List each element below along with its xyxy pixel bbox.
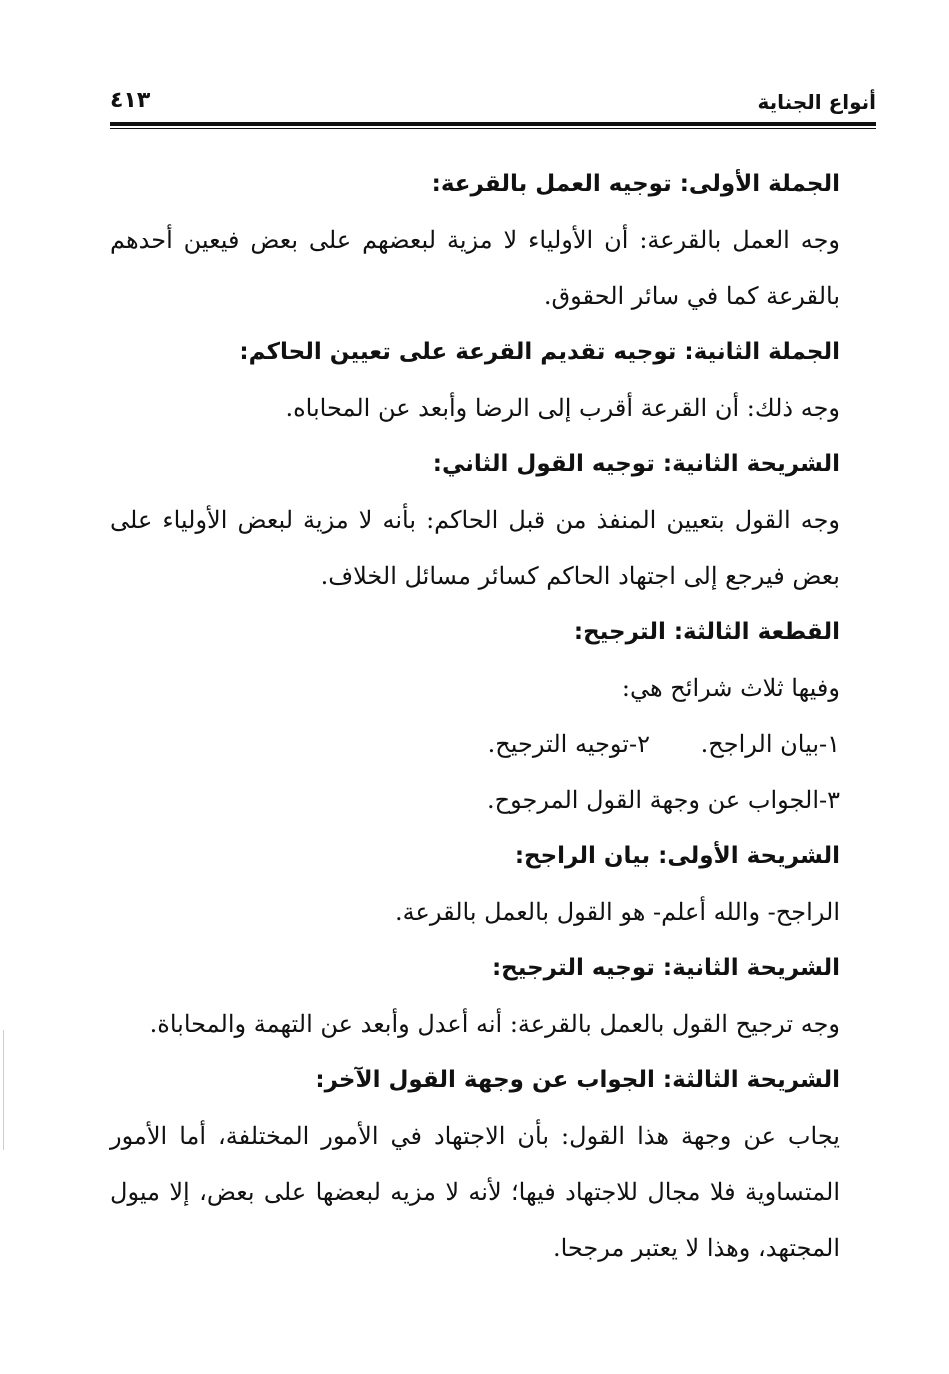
page-header: [110, 88, 876, 122]
header-rule-thin: [110, 128, 876, 129]
list-item-2: ٢-توجيه الترجيح.: [487, 730, 650, 758]
list-item-1: ١-بيان الراجح.: [700, 730, 840, 758]
heading-preference-justification: الشريحة الثانية: توجيه الترجيح:: [491, 955, 840, 981]
paragraph-rebuttal: يجاب عن وجهة هذا القول: بأن الاجتهاد في الأمور المختلفة، أما الأمور المتساوية فلا مجال للاجتهاد فيها؛ لأنه لا مزيه لبعضها على بعض، إلا ميول المجتهد، وهذا لا يعتبر مرجحا.: [110, 1122, 840, 1262]
list-row: [110, 716, 840, 772]
scan-edge-mark: [3, 1030, 4, 1150]
page-body: [110, 156, 840, 1276]
paragraph-three-slices: وفيها ثلاث شرائح هي:: [621, 674, 840, 702]
paragraph-preferred: الراجح- والله أعلم- هو القول بالعمل بالقرعة.: [395, 898, 840, 926]
heading-second-slice: الشريحة الثانية: توجيه القول الثاني:: [432, 451, 840, 477]
heading-third-slice: الشريحة الثالثة: الجواب عن وجهة القول الآخر:: [315, 1067, 840, 1093]
heading-first-clause: الجملة الأولى: توجيه العمل بالقرعة:: [431, 171, 840, 197]
running-title: أنواع الجناية: [757, 90, 876, 114]
heading-third-section: القطعة الثالثة: الترجيح:: [573, 619, 840, 645]
page-number: ٤١٣: [110, 88, 151, 113]
heading-first-slice: الشريحة الأولى: بيان الراجح:: [514, 843, 840, 869]
paragraph-lot-precedence: وجه ذلك: أن القرعة أقرب إلى الرضا وأبعد عن المحاباه.: [285, 394, 840, 422]
list-item-3: ٣-الجواب عن وجهة القول المرجوح.: [486, 786, 840, 814]
paragraph-lot-justification: وجه العمل بالقرعة: أن الأولياء لا مزية لبعضهم على بعض فيعين أحدهم بالقرعة كما في سائر الحقوق.: [110, 226, 840, 310]
header-rule-thick: [110, 122, 876, 126]
paragraph-second-opinion: وجه القول بتعيين المنفذ من قبل الحاكم: بأنه لا مزية لبعض الأولياء على بعض فيرجع إلى اجتهاد الحاكم كسائر مسائل الخلاف.: [110, 506, 840, 590]
paragraph-preference-reason: وجه ترجيح القول بالعمل بالقرعة: أنه أعدل وأبعد عن التهمة والمحاباة.: [149, 1010, 840, 1038]
heading-second-clause: الجملة الثانية: توجيه تقديم القرعة على تعيين الحاكم:: [239, 339, 840, 365]
